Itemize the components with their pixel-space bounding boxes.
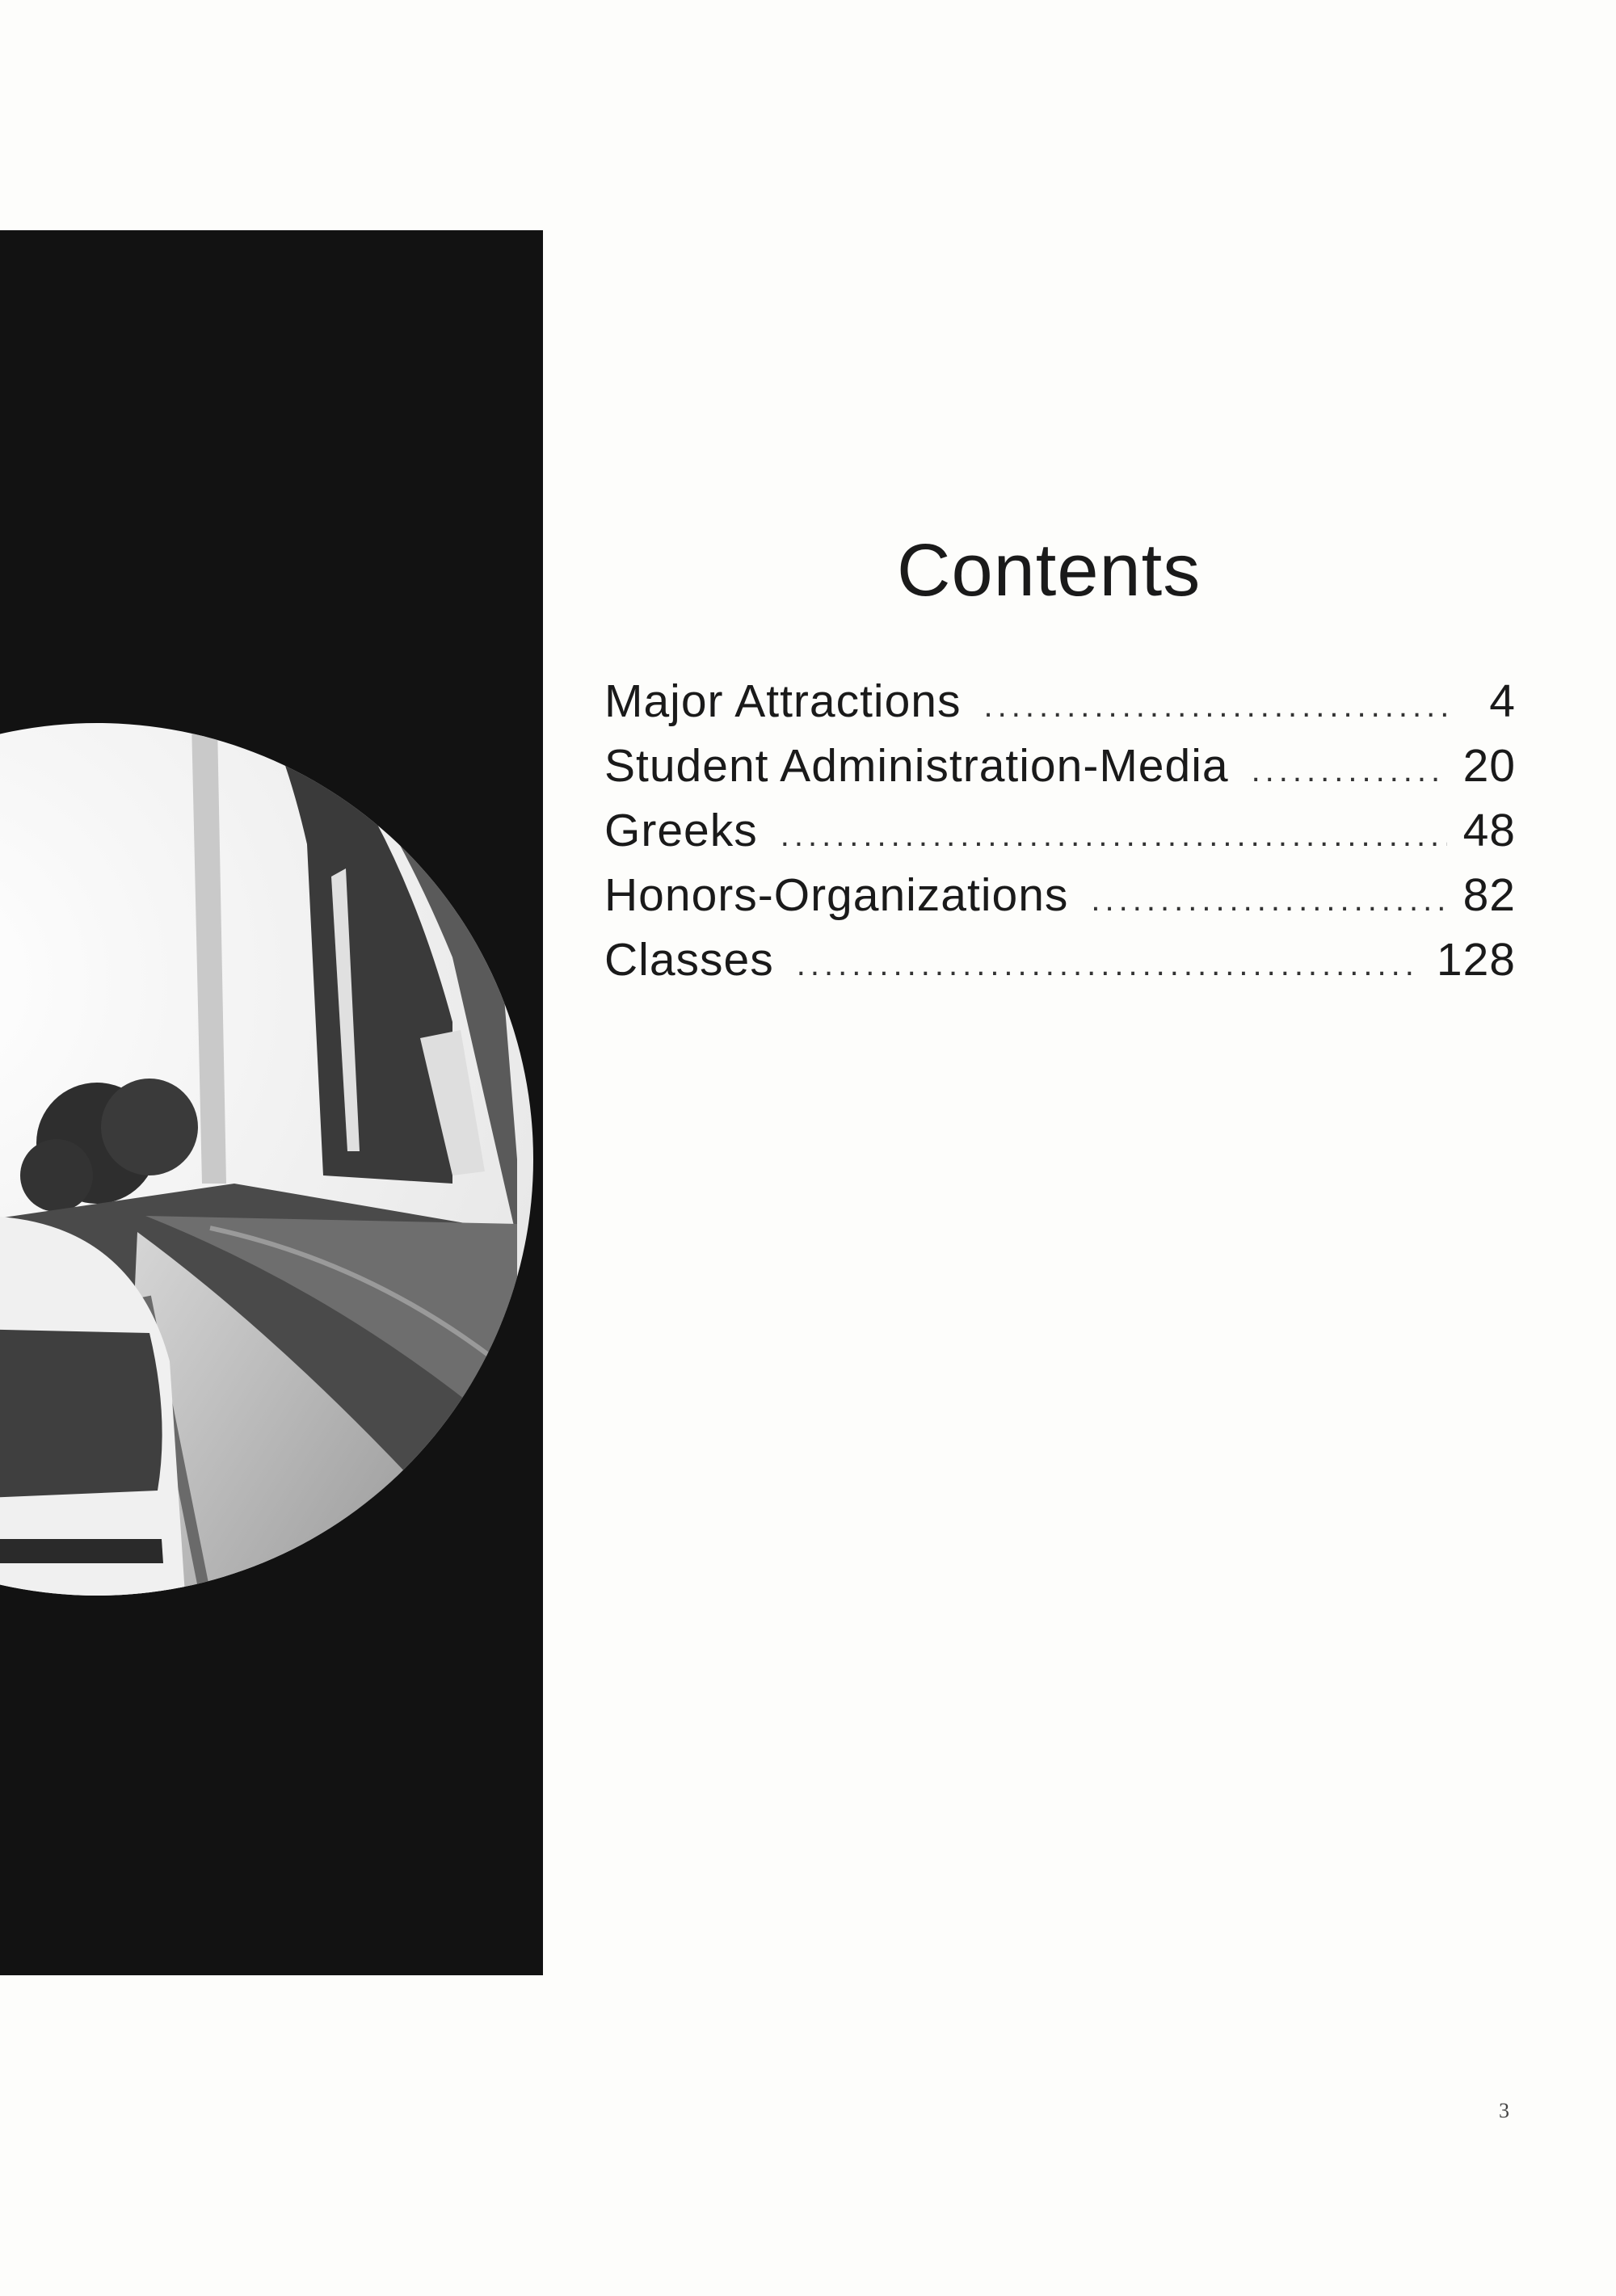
- entry-page-number: 20: [1462, 740, 1516, 792]
- contents-title: Contents: [897, 529, 1201, 612]
- dot-leader: [1252, 738, 1447, 803]
- entry-page-number: 128: [1436, 934, 1516, 986]
- entry-label: Greeks: [604, 805, 758, 856]
- dot-leader: [984, 674, 1452, 738]
- contents-entry[interactable]: [604, 863, 1516, 927]
- contents-entry[interactable]: [604, 927, 1516, 992]
- fisheye-photograph: [0, 230, 543, 1975]
- dot-leader: [781, 803, 1447, 868]
- contents-entry[interactable]: [604, 734, 1516, 798]
- dot-leader: [1091, 868, 1446, 932]
- entry-page-number: 4: [1489, 675, 1516, 727]
- entry-label: Student Administration-Media: [604, 740, 1229, 792]
- contents-list: [604, 669, 1516, 992]
- entry-label: Honors-Organizations: [604, 869, 1069, 921]
- entry-page-number: 48: [1462, 805, 1516, 856]
- contents-entry[interactable]: [604, 669, 1516, 734]
- contents-entry[interactable]: [604, 798, 1516, 863]
- page-number: 3: [1499, 2099, 1509, 2122]
- entry-label: Major Attractions: [604, 675, 962, 727]
- dot-leader: [797, 932, 1420, 997]
- fisheye-campus-car-image: [0, 230, 543, 1975]
- entry-label: Classes: [604, 934, 774, 986]
- entry-page-number: 82: [1462, 869, 1516, 921]
